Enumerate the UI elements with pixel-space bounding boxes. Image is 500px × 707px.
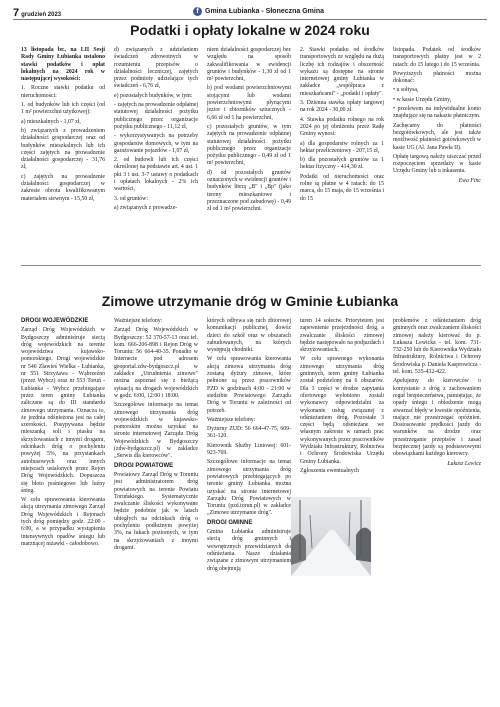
site-name: Gmina Łubianka - Słoneczna Gmina [205,8,325,15]
article1-body [21,47,481,264]
page-number: 7 grudzień 2023 [13,7,62,19]
article2-title: Zimowe utrzymanie dróg w Gminie Łubianka [101,293,399,309]
section-heading: DROGI GMINNE [207,519,253,526]
section-heading: DROGI WOJEWÓDZKIE [21,318,89,324]
article2-col2: Ważniejsze telefony: Zarząd Dróg Wojewódzkich w Bydgoszczy: 52 370-57-13 oraz tel. kom. 666-206-898 i Rejon Dróg w Toruniu: 56 664-40-35. Ponadto w Internecie pod adresem geoportal.zdw-bydgoszcz.pl w zakładce „Utrudnienia zimowe" można zapoznać się z bieżącą sytuacją na drogach wojewódzkich w godz. 6:00, 12:00 i 18:00. Szczegółowe informacje na temat zimowego utrzymania dróg wojewódzkich w kujawsko-pomorskim można uzyskać na stronie internetowej Zarządu Dróg Wojewódzkich w Bydgoszczy (zdw-bydgoszcz.pl) w zakładce „Serwis dla kierowców". DROGI POWIATOWE Powiatowy Zarząd Dróg w Toruniu jest administratorem dróg powiatowych na terenie Powiatu Toruńskiego. Systematycznie zwalczanie śliskości wykonywane będzie podobnie jak w latach ubiegłych na odcinkach dróg o pochyleniu podłużnym powyżej 3%, na łukach poziomych, w tym na skrzyżowaniach z innymi drogami. [114,318,198,551]
article1-col2: d) związanych z udzielaniem świadczeń zdrowotnych w rozumieniu przepisów o działalności leczniczej, zajętych przez podmioty udzielające tych świadczeń - 6,76 zł, e) pozostałych budynków, w tym: - zajętych na prowadzenie odpłatnej statutowej działalności pożytku publicznego przez organizacje pożytku publicznego - 11,12 zł, - wykorzystywanych na potrzeby gospodarstw domowych, w tym na garażowanie pojazdów - 1,07 zł, 2. od budowli lub ich części określonej na podstawie art. 4 ust. 1 pkt 3 i ust. 3-7 ustawy o podatkach i opłatach lokalnych - 2% ich wartości, 3. od gruntów: a) związanych z prowadze- [114,47,198,211]
article2-author: Łukasz Lewicz [447,460,481,467]
facebook-icon: f [193,7,202,16]
section-heading: DROGI POWIATOWE [114,462,174,469]
article2-col3: których odbywa się ruch zbiorowej komunikacji publicznej, dowóz dzieci do szkół oraz w obszarach zabudowanych, na których występują chodniki. W celu sprawowania kierowania akcją zimowa utrzymania dróg zostaną dyżury zimowe, które pełnione są przez pracowników PZD w godzinach 4:00 - 21:00 w siedzibie Powiatowego Zarządu Dróg w Toruniu w zależności od potrzeb. Ważniejsze telefony: Dyżurny ZUD: 56 664-47-75, 609-361-120. Kierownik Służby Liniowej: 601-923-769. Szczegółowe informacje na temat zimowego utrzymania dróg powiatowych przebiegających po terenie gminy Łubianka można uzyskać na stronie internetowej Zarządu Dróg Powiatowych w Toruniu (pzd.torun.pl) w zakładce „Zimowe utrzymanie dróg". DROGI GMINNE Gmina Łubianka administruje siecią dróg gminnych i wewnętrznych przewidzianych do odśnieżania. Nasze działania związane z zimowym utrzymaniem dróg obejmują [207,318,291,572]
article1-col4: 2. Stawki podatku od środków transportowych ze względu na dużą liczbę ich rodzajów i obszerność wykazu są dostępne na stronie internetowej gminy Łubianka w zakładce „współpraca z mieszkańcami" - „podatki i opłaty". 3. Dzienna stawka opłaty targowej na rok 2024 - 30,00 zł. 4. Stawka podatku rolnego na rok 2024 po jej obniżeniu przez Radę Gminy wynosi: a) dla gospodarstw rolnych za 1 hektar przeliczeniowy - 207,15 zł, b) dla pozostałych gruntów za 1 hektar fizyczny - 414,30 zł. Podatki od nieruchomości oraz rolne są płatne w 4 ratach: do 15 marca, do 15 maja, do 15 września i do 15 [300,47,384,202]
article1-author: Ewa Finc [458,177,481,184]
article1-title: Podatki i opłaty lokalne w 2024 roku [130,22,370,38]
article2-col4: turen 14 sołectw. Priorytetem jest zapewnienie przejezdności dróg, a zwalczanie śliskości zimowej będzie następowało na podjazdach i skrzyżowaniach. W celu sprawnego wykonania zimowego utrzymania dróg gminnych, teren gminy Łubianka został podzielony na 6 obszarów. Dla 3 części w drodze zapytania ofertowego wyłoniono zostali wykonawcy odpowiedzialni za wykonanie usług związanej z odśnieżaniem dróg. Pozostałe 3 części będą odśnieżane we własnym zakresie w ramach prac wykonywanych przez pracowników Wydziału Infrastruktury, Rolnictwa i Ochrony Środowiska Urzędu Gminy Łubianka. Zgłoszenia ewentualnych [300,318,384,474]
article2-col5: problemów z odśnieżaniem dróg gminnych oraz zwalczaniem śliskości zimowej należy kierować do p. Łukasza Lewicka - tel. kom. 731-732-250 lub do Kierownika Wydziału Infrastruktury, Rolnictwa i Ochrony Środowiska p. Daniela Kasprowicza - tel. kom. 535-432-422. Apelujemy do kierowców o korzystanie z dróg z zachowaniem reguł bezpieczeństwa, pamiętając, że opady śniegu i oblodzenie mogą stwarzać błędy w kwestie opóźnienia, mające nie przestrzegać opóźnień. Dostosowanie prędkości jazdy do warunków na drodze oraz przestrzeganie przepisów i zasad bezpiecznej jazdy są podstawowymi obowiązkami każdego kierowcy. Łukasz Lewicz [393,318,481,467]
article2-body [21,318,481,707]
article1-col1: 13 listopada br., na LII Sesji Rady Gminy Łubianka ustalono stawki podatków i opłat lokalnych na 2024 rok w następującej wysokości: 1. Roczne stawki podatku od nieruchomości: 1. od budynków lub ich części (od 1 m² powierzchni użytkowej): a) mieszkalnych - 1,07 zł, b) związanych z prowadzeniem działalności gospodarczej oraz od budynków mieszkalnych lub ich części zajętych na prowadzenie działalności gospodarczej - 31,76 zł, c) zajętych na prowadzenie działalności gospodarczej w zakresie obrotu kwalifikowanym materiałem siewnym - 15,50 zł, [21,47,105,202]
article1-col5: listopada. Podatek od środków transportowych płatny jest w 2 ratach: do 15 lutego i do 15 września. Powyższych płatności można dokonać: • u sołtysa, • w kasie Urzędu Gminy, • przelewem na indywidualne konto znajdujące się na nakazie płatniczym. Zachęcamy do płatności bezgotówkowych, ale jest także możliwość płatności gotówkowych w kasie UG (Al. Jana Pawła II). Opłatę targową należy uiszczać przed rozpoczęciem sprzedaży w kasie Urzędu Gminy lub u inkasenta. Ewa Finc [393,47,481,184]
facebook-link[interactable] [193,7,324,16]
article2-col1: DROGI WOJEWÓDZKIE Zarząd Dróg Wojewódzkich w Bydgoszczy administruje siecią dróg wojewódzkich na terenie województwa kujawsko-pomorskiego. Drogi wojewódzkie nr 546 Zławieś Wielka - Łubianka, nr 551 Strzyżawa - Wąbrzeźno (przez Wybcz) oraz nr 553 Toruń - Łubianka - Wybcz przebiegające przez teren gminy Łubianka zaliczane są do III standardu zimowego utrzymania. Oznacza to, że jezdnia odśnieżona jest na całej szerokości. Posypywana będzie mieszanką soli i piasku na skrzyżowaniach z innymi drogami, odcinkach dróg o pochyleniu powyżej 5%, na przystankach autobusowych oraz innych miejscach ustalonych przez Rejon Dróg Wojewódzkich. Dopuszcza się błoto pośniegowe lub luźny śnieg. W celu sprawowania kierowania akcją utrzymania zimowego Zarząd Dróg Wojewódzkich i Rejonach tych dróg pomiędzy godz. 22:00 - 6:00, a w przypadku wystąpienia intensywnych opadów śniegu lub marznącej mżawki - całodobowo. [21,318,105,547]
article-separator [21,265,481,266]
header-rule [13,19,487,20]
issue-date: grudzień 2023 [21,12,62,18]
article1-col3: niem działalności gospodarczej bez względu na sposób zakwalifikowania w ewidencji gruntów i budynków - 1,30 zł od 1 m² powierzchni, b) pod wodami powierzchniowymi stojącymi lub wodami powierzchniowymi płynącymi jezior i zbiorników sztucznych - 6,66 zł od 1 ha powierzchni, c) pozostałych gruntów, w tym zajętych na prowadzenie odpłatnej statutowej działalności pożytku publicznego przez organizacje pożytku publicznego - 0,49 zł od 1 m² powierzchni, d) od pozostałych gruntów oznaczonych w ewidencji gruntów i budynków literą „B" i „Bp" (jako tereny mieszkaniowe i przeznaczone pod zabudowę) - 0,49 zł od 1 m² powierzchni. [207,47,291,213]
